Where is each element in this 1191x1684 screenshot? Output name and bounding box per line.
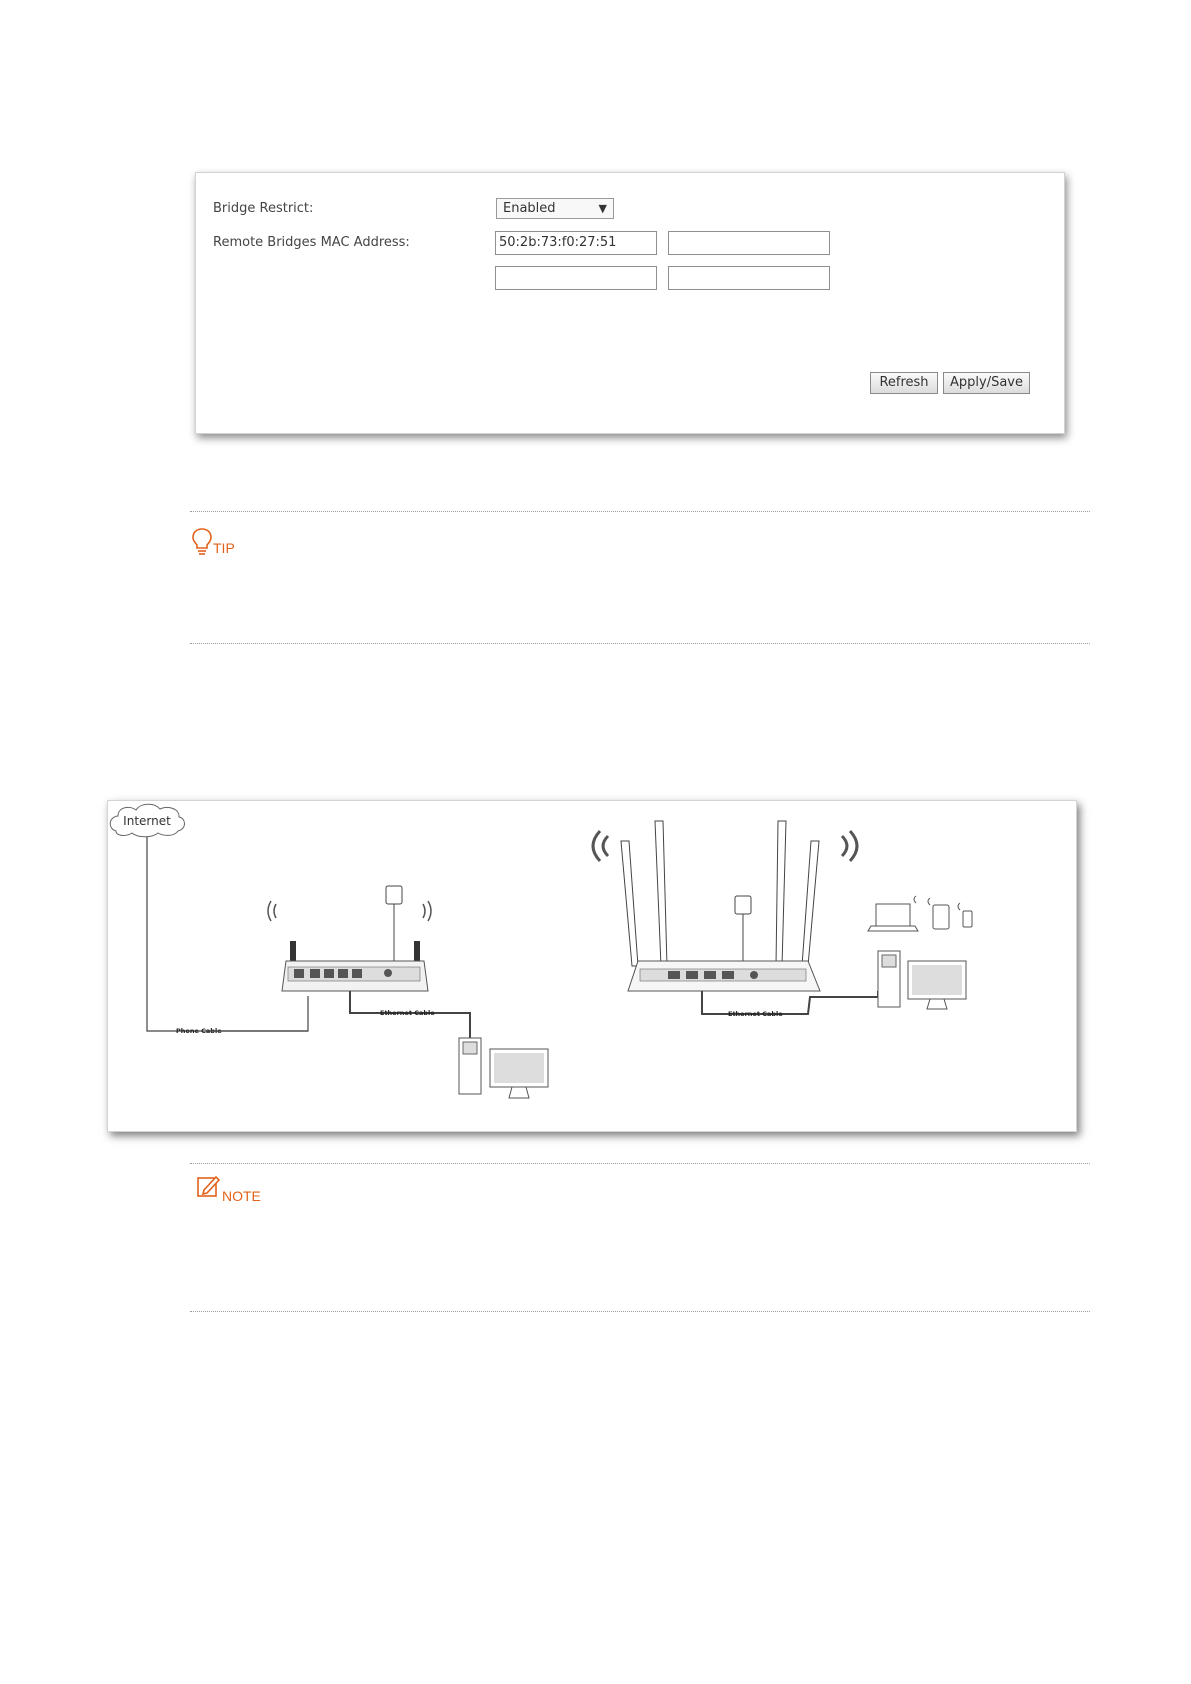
wireless-router-icon xyxy=(593,821,857,991)
remote-mac-label: Remote Bridges MAC Address: xyxy=(213,235,410,250)
phone-icon xyxy=(958,903,972,927)
mac-field-4[interactable] xyxy=(668,266,830,290)
refresh-button[interactable]: Refresh xyxy=(870,372,938,394)
bridge-restrict-value: Enabled xyxy=(503,201,556,216)
internet-cloud-icon xyxy=(110,804,184,837)
ethernet-cable-label-2: Ethernet Cable xyxy=(728,1010,783,1018)
modem-router-icon xyxy=(268,886,431,991)
mac-field-1[interactable]: 50:2b:73:f0:27:51 xyxy=(495,231,657,255)
lightbulb-icon xyxy=(191,527,213,557)
chevron-down-icon: ▼ xyxy=(598,202,607,215)
bridge-restrict-label: Bridge Restrict: xyxy=(213,201,314,216)
mac-field-2[interactable] xyxy=(668,231,830,255)
bridge-restrict-select[interactable] xyxy=(496,198,614,219)
laptop-icon xyxy=(868,896,918,931)
phone-cable-label: Phone Cable xyxy=(176,1027,222,1035)
tablet-icon xyxy=(928,898,949,929)
desktop-computer-icon-2 xyxy=(878,951,966,1009)
network-diagram xyxy=(107,800,1077,1132)
diagram-canvas xyxy=(108,801,1076,1131)
pencil-note-icon xyxy=(196,1174,222,1198)
tip-bottom-rule xyxy=(190,643,1090,644)
desktop-computer-icon xyxy=(459,1038,548,1098)
note-label: NOTE xyxy=(222,1188,261,1204)
tip-label: TIP xyxy=(213,540,235,556)
mac-field-3[interactable] xyxy=(495,266,657,290)
apply-save-button[interactable]: Apply/Save xyxy=(943,372,1030,394)
tip-top-rule xyxy=(190,511,1090,512)
note-top-rule xyxy=(190,1163,1090,1164)
note-bottom-rule xyxy=(190,1311,1090,1312)
bridge-settings-panel xyxy=(195,172,1065,434)
internet-label: Internet xyxy=(123,814,171,828)
ethernet-cable-label-1: Ethernet Cable xyxy=(380,1009,435,1017)
